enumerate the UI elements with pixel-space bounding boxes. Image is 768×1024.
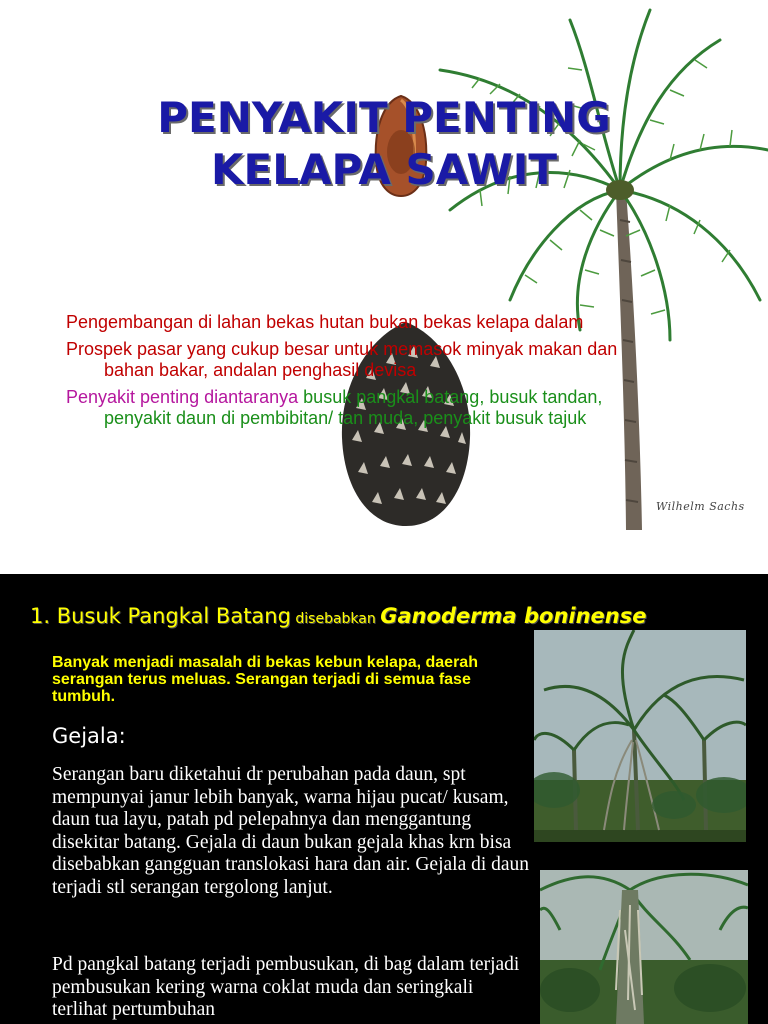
- symptoms-paragraph-2: Pd pangkal batang terjadi pembusukan, di bag dalam terjadi pembusukan kering warna coklat muda dan seringkali terlihat pertumbuhan: [52, 954, 520, 1020]
- heading-connector: disebabkan: [295, 611, 376, 627]
- bullet-3-diseases: busuk pangkal batang, busuk tandan, penyakit daun di pembibitan/ tan muda, penyakit busuk tajuk: [104, 387, 603, 428]
- bullet-item-3: [66, 387, 646, 429]
- title-line-2: KELAPA SAWIT: [210, 145, 558, 194]
- symptoms-paragraph-1: Serangan baru diketahui dr perubahan pada daun, spt mempunyai janur lebih banyak, warna hijau pucat/ kusam, daun tua layu, patah pd pelepahnya dan menggantung disekitar batang. Gejala di daun bukan gejala khas krn bisa disebabkan gangguan translokasi hara dan air. Gejala di daun terjadi stl serangan tergolong lanjut.: [52, 764, 530, 898]
- bullet-item-1: Pengembangan di lahan bekas hutan bukan bekas kelapa dalam: [66, 312, 584, 332]
- heading-scientific-name: Ganoderma boninense: [380, 604, 647, 628]
- intro-text: Banyak menjadi masalah di bekas kebun kelapa, daerah serangan terus meluas. Serangan terjadi di semua fase tumbuh.: [52, 654, 478, 705]
- palm-trunk-photo: [540, 870, 748, 1024]
- bullet-list: [66, 312, 646, 429]
- bullet-item-2: Prospek pasar yang cukup besar untuk memasok minyak makan dan bahan bakar, andalan penghasil devisa: [66, 339, 618, 380]
- heading-main: 1. Busuk Pangkal Batang: [30, 604, 291, 628]
- slide-title: [0, 92, 768, 196]
- bullet-3-intro: Penyakit penting diantaranya: [66, 387, 304, 407]
- title-line-1: PENYAKIT PENTING: [157, 93, 611, 142]
- symptoms-heading: Gejala:: [52, 724, 126, 748]
- artist-signature: Wilhelm Sachs: [656, 500, 745, 513]
- section-heading: [30, 604, 646, 628]
- diseased-palm-photo: [534, 630, 746, 842]
- slide-2: [0, 574, 768, 1024]
